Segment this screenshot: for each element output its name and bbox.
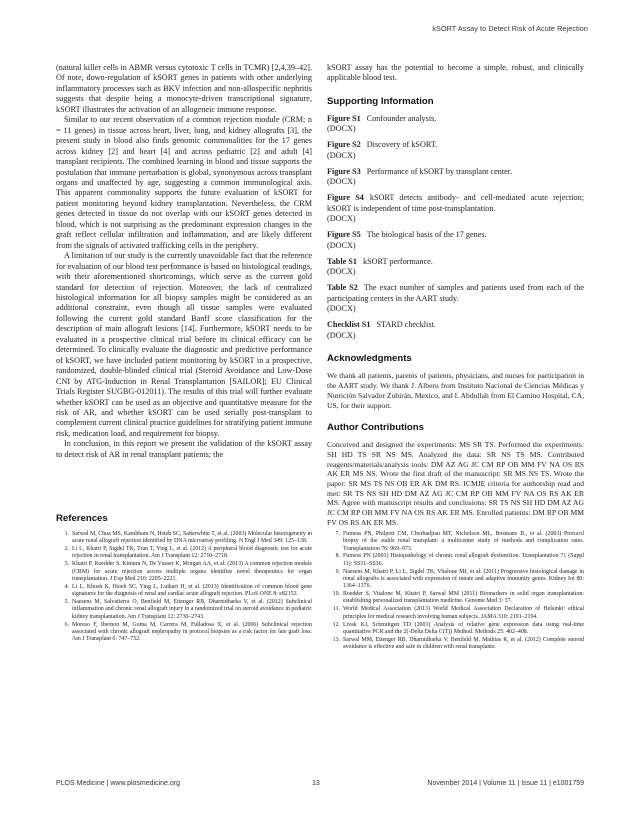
reference-text: Furness PN, Philpott CM, Chorbadjian MT, Nicholson ML, Bosmans JL, et al. (2003) Protocol biopsy of the stable renal transplant: a multicenter study of methods and complication rates. Transplantation 76: 969–973. <box>343 531 584 552</box>
supporting-item-format: (DOCX) <box>327 150 356 160</box>
reference-item[interactable] <box>56 599 312 621</box>
supporting-item-label: Table S2 <box>327 283 358 293</box>
reference-text: Moreso F, Ibernon M, Goma M, Carrera M, Fulladosa X, et al. (2006) Subclinical rejection associated with chronic allograft nephropathy in protocol biopsies as a risk factor for late graft loss. Am J Transplant 6: 747–752. <box>72 621 312 643</box>
right-column <box>327 63 584 528</box>
reference-item[interactable] <box>56 546 312 561</box>
supporting-item-format: (DOCX) <box>327 330 356 340</box>
reference-item[interactable] <box>327 606 584 621</box>
supporting-item-label: Checklist S1 <box>327 320 371 330</box>
footer-journal[interactable]: PLOS Medicine | www.plosmedicine.org <box>56 780 180 787</box>
reference-item[interactable] <box>327 622 584 637</box>
supporting-item-title: Discovery of kSORT. <box>366 140 438 150</box>
supporting-item[interactable] <box>327 114 584 135</box>
author-contributions-text: Conceived and designed the experiments: MS SR TS. Performed the experiments: SH HD TS SR NS MS. Analyzed the data: SR NS TS MS. Contributed reagents/materials/analysis tools: DM AZ AG JC CM RP OB MM FV NA OS RS AK ER MS NS. Wrote the first draft of the manuscript: SR MS NS TS. Wrote the paper: SR MS TS NS OB ER AK DM RS. ICMJE criteria for authorship read and met: SR TS NS SH HD DM AZ AG JC CM RP OB MM FV NA OS RS AK ER MS. Agree with manuscript results and conclusions: SR TS NS SH HD DM AZ AG JC CM RP OB MM FV NA OS RS AK ER MS. Enrolled patients: DM RP OB MM FV OS RS AK ER MS. <box>327 440 584 527</box>
supporting-item-label: Figure S4 <box>327 193 364 203</box>
supporting-item-format: (DOCX) <box>327 304 356 314</box>
supporting-information-list <box>327 114 584 342</box>
supporting-item[interactable] <box>327 230 584 251</box>
body-paragraph: In conclusion, in this report we present the validation of the kSORT assay to detect risk of AR in renal transplant patients; the <box>56 439 312 459</box>
footer-page-number: 13 <box>312 780 320 787</box>
supporting-item[interactable] <box>327 320 584 341</box>
reference-text: Naesens M, Salvatierra O, Benfield M, Ettenger RB, Dharnidharka V, et al. (2012) Subclinical inflammation and chronic renal allograft injury in a randomized trial on steroid avoidance in pediatric kidney transplantation. Am J Transplant 12: 2730–2743. <box>72 599 312 620</box>
reference-number: 11. <box>332 606 340 613</box>
supporting-item-title: kSORT detects antibody- and cell-mediated acute rejection; kSORT is independent of time post-transplantation. <box>327 193 584 213</box>
supporting-information-heading: Supporting Information <box>327 95 434 107</box>
references-heading: References <box>56 513 108 524</box>
running-head: kSORT Assay to Detect Risk of Acute Rejection <box>432 24 588 33</box>
reference-item[interactable] <box>327 531 584 553</box>
supporting-item-label: Figure S5 <box>327 230 361 240</box>
reference-text: Roedder S, Vitalone M, Khatri P, Sarwal MM (2011) Biomarkers in solid organ transplantation: establishing personalized transplantation medicine. Genome Med 3: 37. <box>343 591 584 605</box>
acknowledgments-text: We thank all patients, parents of patients, physicians, and nurses for participation in the AART study. We thank J. Alberu from Instituto Nacional de Ciencias Médicas y Nutrición Salvador Zubirán, Mexico, and I. Abdullah from El Camino Hospital, CA, US, for their support. <box>327 371 584 410</box>
reference-number: 8. <box>335 553 340 560</box>
supporting-item-format: (DOCX) <box>327 214 356 224</box>
reference-number: 1. <box>64 531 69 537</box>
body-paragraph: (natural killer cells in ABMR versus cytotoxic T cells in TCMR) [2,4,39–42]. Of note, down-regulation of kSORT genes in patients with other underlying inflammatory processes such as BKV infection and non-allospecific nephritis suggests that despite being a monocyte-driven transcriptional signature, kSORT illustrates the activation of an allogeneic immune response. <box>56 63 312 114</box>
supporting-item-format: (DOCX) <box>327 240 356 250</box>
references-left <box>56 531 312 644</box>
supporting-item-title: The exact number of samples and patients used from each of the participating centers in the AART study. <box>327 283 584 303</box>
reference-text: Sarwal M, Chua MS, Kambham N, Hsieh SC, Satterwhite T, et al. (2003) Molecular heterogeneity in acute renal allograft rejection identified by DNA microarray profiling. N Engl J Med 349: 125–138. <box>72 531 312 545</box>
reference-text: Furness PN (2001) Histopathology of chronic renal allograft dysfunction. Transplantation 71 (Suppl 11): SS31–SS36. <box>343 553 584 567</box>
reference-text: World Medical Association (2013) World Medical Association Declaration of Helsinki: ethical principles for medical research involving human subjects. JAMA 310: 2191–2194. <box>343 606 584 620</box>
supporting-item[interactable] <box>327 167 584 188</box>
acknowledgments-heading: Acknowledgments <box>327 353 412 365</box>
reference-item[interactable] <box>327 569 584 591</box>
reference-text: Li L, Khatri P, Sigdel TK, Tran T, Ying L, et al. (2012) A peripheral blood diagnostic test for acute rejection in renal transplantation. Am J Transplant 12: 2710–2718. <box>72 546 312 560</box>
supporting-item-format: (DOCX) <box>327 124 356 134</box>
supporting-item[interactable] <box>327 140 584 161</box>
reference-number: 9. <box>335 568 340 575</box>
reference-number: 7. <box>335 531 340 537</box>
reference-number: 4. <box>64 583 69 590</box>
reference-number: 13. <box>332 636 340 643</box>
left-column <box>56 63 312 460</box>
supporting-item-label: Table S1 <box>327 256 357 266</box>
supporting-item-title: The biological basis of the 17 genes. <box>366 230 487 240</box>
reference-text: Li L, Khush K, Hsieh SC, Ying L, Luikart H, et al. (2013) Identification of common blood gene signatures for the diagnosis of renal and cardiac acute allograft rejection. PLoS ONE 8: e82153. <box>72 583 312 598</box>
footer-issue: November 2014 | Volume 11 | Issue 11 | e1001759 <box>427 780 584 787</box>
author-contributions-heading: Author Contributions <box>327 422 424 434</box>
reference-number: 10. <box>332 591 340 598</box>
references-right <box>327 531 584 652</box>
reference-text: Sarwal MM, Ettenger RB, Dharnidharka V, Benfield M, Mathias R, et al. (2012) Complete steroid avoidance is effective and safe in children with renal transplants: <box>343 636 584 651</box>
reference-text: Khatri P, Roedder S, Kimura N, De Vusser K, Morgan AA, et al. (2013) A common rejection module (CRM) for acute rejection across multiple organs identifies novel therapeutics for organ transplantation. J Exp Med 210: 2205–2221. <box>72 561 312 582</box>
reference-text: Livak KJ, Schmittgen TD (2001) Analysis of relative gene expression data using real-time quantitative PCR and the 2(-Delta Delta C(T)) Method. Methods 25: 402–408. <box>343 621 584 635</box>
reference-number: 5. <box>64 599 69 606</box>
supporting-item-title: kSORT performance. <box>362 256 433 266</box>
body-paragraph: Similar to our recent observation of a common rejection module (CRM; n = 11 genes) in tissue across heart, liver, lung, and kidney allografts [3], the present study in blood also finds genomic commonalities for the 17 genes across kidney [2] and heart [4] and across pediatric [2] and adult [4] transplant recipients. The combined learning in blood and tissue supports the postulation that immune perturbation is global, synonymous across transplant organs and unaffected by age, suggesting a common immunological axis. This apparent commonality supports the future evaluation of kSORT for patient monitoring beyond kidney transplantation. Nevertheless, the CRM genes detected in tissue do not overlap with our kSORT genes detected in blood, which is not surprising as the predominant expression changes in the graft reflect cellular infiltration and inflammation, and are likely different from the signals of activated trafficking cells in the periphery. <box>56 115 312 250</box>
supporting-item-title: STARD checklist. <box>376 320 436 330</box>
reference-item[interactable] <box>56 622 312 644</box>
reference-item[interactable] <box>327 637 584 652</box>
reference-text: Naesens M, Khatri P, Li L, Sigdel TK, Vitalone MJ, et al. (2011) Progressive histological damage in renal allografts is associated with expression of innate and adaptive immunity genes. Kidney Int 80: 1364–1376. <box>343 568 584 590</box>
reference-number: 12. <box>332 621 340 628</box>
supporting-item-label: Figure S3 <box>327 166 361 176</box>
supporting-item[interactable] <box>327 257 584 278</box>
supporting-item[interactable] <box>327 283 584 315</box>
reference-item[interactable] <box>56 531 312 546</box>
body-paragraph: kSORT assay has the potential to become a simple, robust, and clinically applicable blood test. <box>327 63 584 83</box>
reference-item[interactable] <box>327 591 584 606</box>
supporting-item-format: (DOCX) <box>327 267 356 277</box>
reference-number: 6. <box>64 621 69 628</box>
reference-item[interactable] <box>327 553 584 568</box>
supporting-item-label: Figure S2 <box>327 140 361 150</box>
supporting-item-title: Performance of kSORT by transplant center. <box>366 166 513 176</box>
reference-number: 2. <box>64 546 69 553</box>
reference-number: 3. <box>64 561 69 568</box>
supporting-item-title: Confounder analysis. <box>366 113 437 123</box>
supporting-item[interactable] <box>327 193 584 225</box>
supporting-item-label: Figure S1 <box>327 113 361 123</box>
reference-item[interactable] <box>56 584 312 599</box>
supporting-item-format: (DOCX) <box>327 177 356 187</box>
reference-item[interactable] <box>56 561 312 583</box>
body-paragraph: A limitation of our study is the currently unavoidable fact that the reference for evaluation of our blood test performance is based on histological readings, with their aforementioned shortcomings, which serve as the current gold standard for detection of rejection. Moreover, the lack of centralized histological information for all biopsy samples might be considered as an additional constraint, even though all tissue samples were evaluated following the current gold standard Banff score classification for the description of main allograft lesions [14]. Furthermore, kSORT needs to be evaluated in a prospective clinical trial before its clinical efficacy can be determined. To clinically evaluate the diagnostic and predictive performance of kSORT, we have included patient monitoring by kSORT in a prospective, randomized, double-blinded clinical trial (Steroid Avoidance and Low-Dose CNI by ATG-Induction in Renal Transplantation [SAILOR]; EU Clinical Trials Register SUGBG-012011). The results of this trial will further evaluate whether kSORT can be used as an objective and quantitative measure for the risk of AR, and whether kSORT can be used serially post-transplant to complement current clinical practice guidelines for stratifying patient immune risk, medication load, and requirement for biopsy. <box>56 251 312 438</box>
